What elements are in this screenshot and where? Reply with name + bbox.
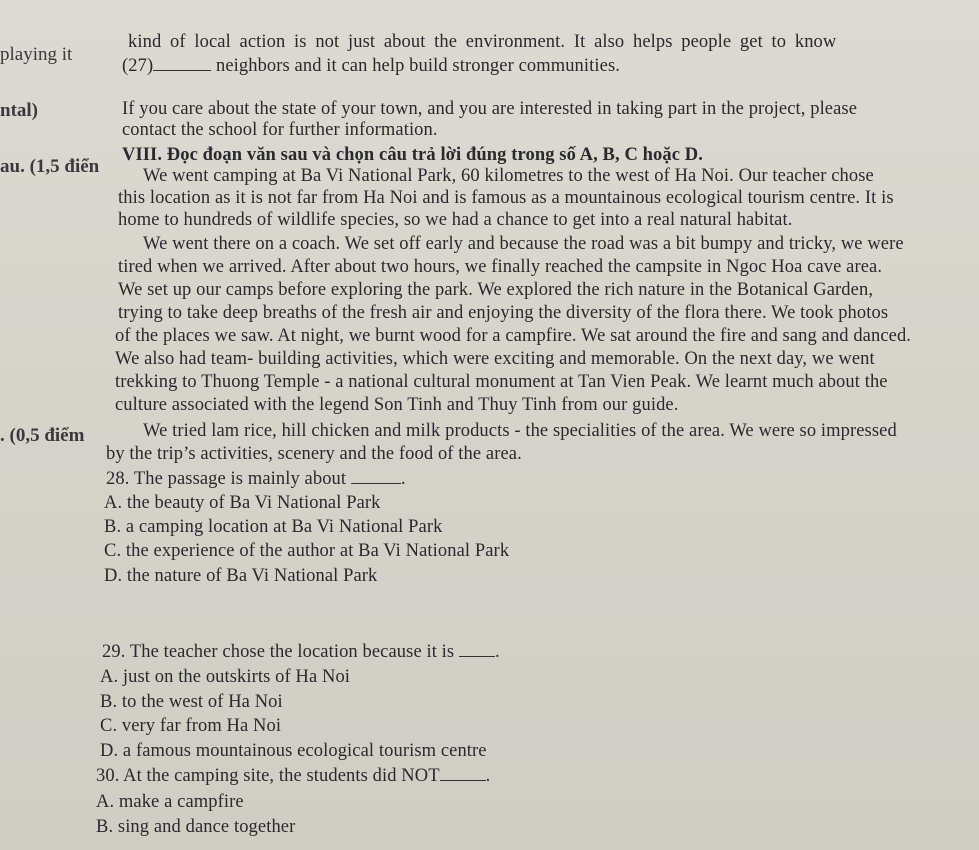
passage-line: We went there on a coach. We set off early and because the road was a bit bumpy and tricky, we were [143, 234, 904, 254]
passage-line: tired when we arrived. After about two hours, we finally reached the campsite in Ngoc Hoa cave area. [118, 257, 883, 277]
passage-line: by the trip’s activities, scenery and the food of the area. [106, 444, 522, 464]
margin-fragment-playing: playing it [0, 44, 73, 65]
passage-line: We set up our camps before exploring the park. We explored the rich nature in the Botanical Garden, [118, 280, 874, 300]
question-30 [96, 766, 490, 787]
question-number-27: (27) [122, 56, 154, 76]
q28-option-a[interactable]: A. the beauty of Ba Vi National Park [104, 493, 381, 513]
section-heading: VIII. Đọc đoạn văn sau và chọn câu trả lời đúng trong số A, B, C hoặc D. [122, 145, 703, 165]
prev-passage-line-2-text: neighbors and it can help build stronger communities. [215, 56, 620, 76]
q28-option-c[interactable]: C. the experience of the author at Ba Vi National Park [104, 541, 510, 561]
prev-passage-line-3: If you care about the state of your town, and you are interested in taking part in the project, please [122, 99, 858, 119]
question-29-stem: 29. The teacher chose the location because it is [102, 642, 455, 662]
q29-option-b[interactable]: B. to the west of Ha Noi [100, 692, 283, 712]
passage-line: of the places we saw. At night, we burnt wood for a campfire. We sat around the fire and sang and danced. [115, 326, 912, 346]
prev-passage-line-1: kind of local action is not just about the environment. It also helps people get to know [128, 32, 837, 52]
question-29 [102, 642, 500, 663]
answer-blank-28[interactable] [351, 469, 401, 484]
passage-line: culture associated with the legend Son Tinh and Thuy Tinh from our guide. [115, 395, 679, 415]
question-28-end: . [400, 469, 406, 489]
passage-line: We tried lam rice, hill chicken and milk products - the specialities of the area. We were so impressed [143, 421, 897, 441]
question-28-stem: 28. The passage is mainly about [106, 469, 347, 489]
prev-passage-line-4: contact the school for further information. [122, 120, 438, 140]
q30-option-a[interactable]: A. make a campfire [96, 792, 244, 812]
passage-line: this location as it is not far from Ha Noi and is famous as a mountainous ecological tourism centre. It is [118, 188, 894, 208]
passage-line: We also had team- building activities, which were exciting and memorable. On the next day, we went [115, 349, 875, 369]
q29-option-d[interactable]: D. a famous mountainous ecological tourism centre [100, 741, 487, 761]
q28-option-b[interactable]: B. a camping location at Ba Vi National Park [104, 517, 443, 537]
answer-blank-27[interactable] [153, 56, 211, 71]
margin-fragment-ntal: ntal) [0, 100, 38, 121]
margin-fragment-score-0-5: . (0,5 điểm [0, 425, 85, 446]
passage-line: We went camping at Ba Vi National Park, 60 kilometres to the west of Ha Noi. Our teacher chose [143, 166, 874, 186]
passage-line: trekking to Thuong Temple - a national cultural monument at Tan Vien Peak. We learnt much about the [115, 372, 888, 392]
answer-blank-29[interactable] [459, 642, 495, 657]
question-29-end: . [494, 642, 500, 662]
q28-option-d[interactable]: D. the nature of Ba Vi National Park [104, 566, 378, 586]
q29-option-c[interactable]: C. very far from Ha Noi [100, 716, 282, 736]
margin-fragment-score-1-5: au. (1,5 điển [0, 156, 100, 177]
passage-line: home to hundreds of wildlife species, so we had a chance to get into a real natural habitat. [118, 210, 793, 230]
question-28 [106, 469, 406, 490]
passage-line: trying to take deep breaths of the fresh air and enjoying the diversity of the flora there. We took photos [118, 303, 889, 323]
question-30-stem: 30. At the camping site, the students did NOT [96, 766, 440, 786]
q29-option-a[interactable]: A. just on the outskirts of Ha Noi [100, 667, 351, 687]
q30-option-b[interactable]: B. sing and dance together [96, 817, 296, 837]
prev-passage-line-2 [122, 56, 620, 77]
answer-blank-30[interactable] [440, 766, 486, 781]
question-30-end: . [485, 766, 491, 786]
